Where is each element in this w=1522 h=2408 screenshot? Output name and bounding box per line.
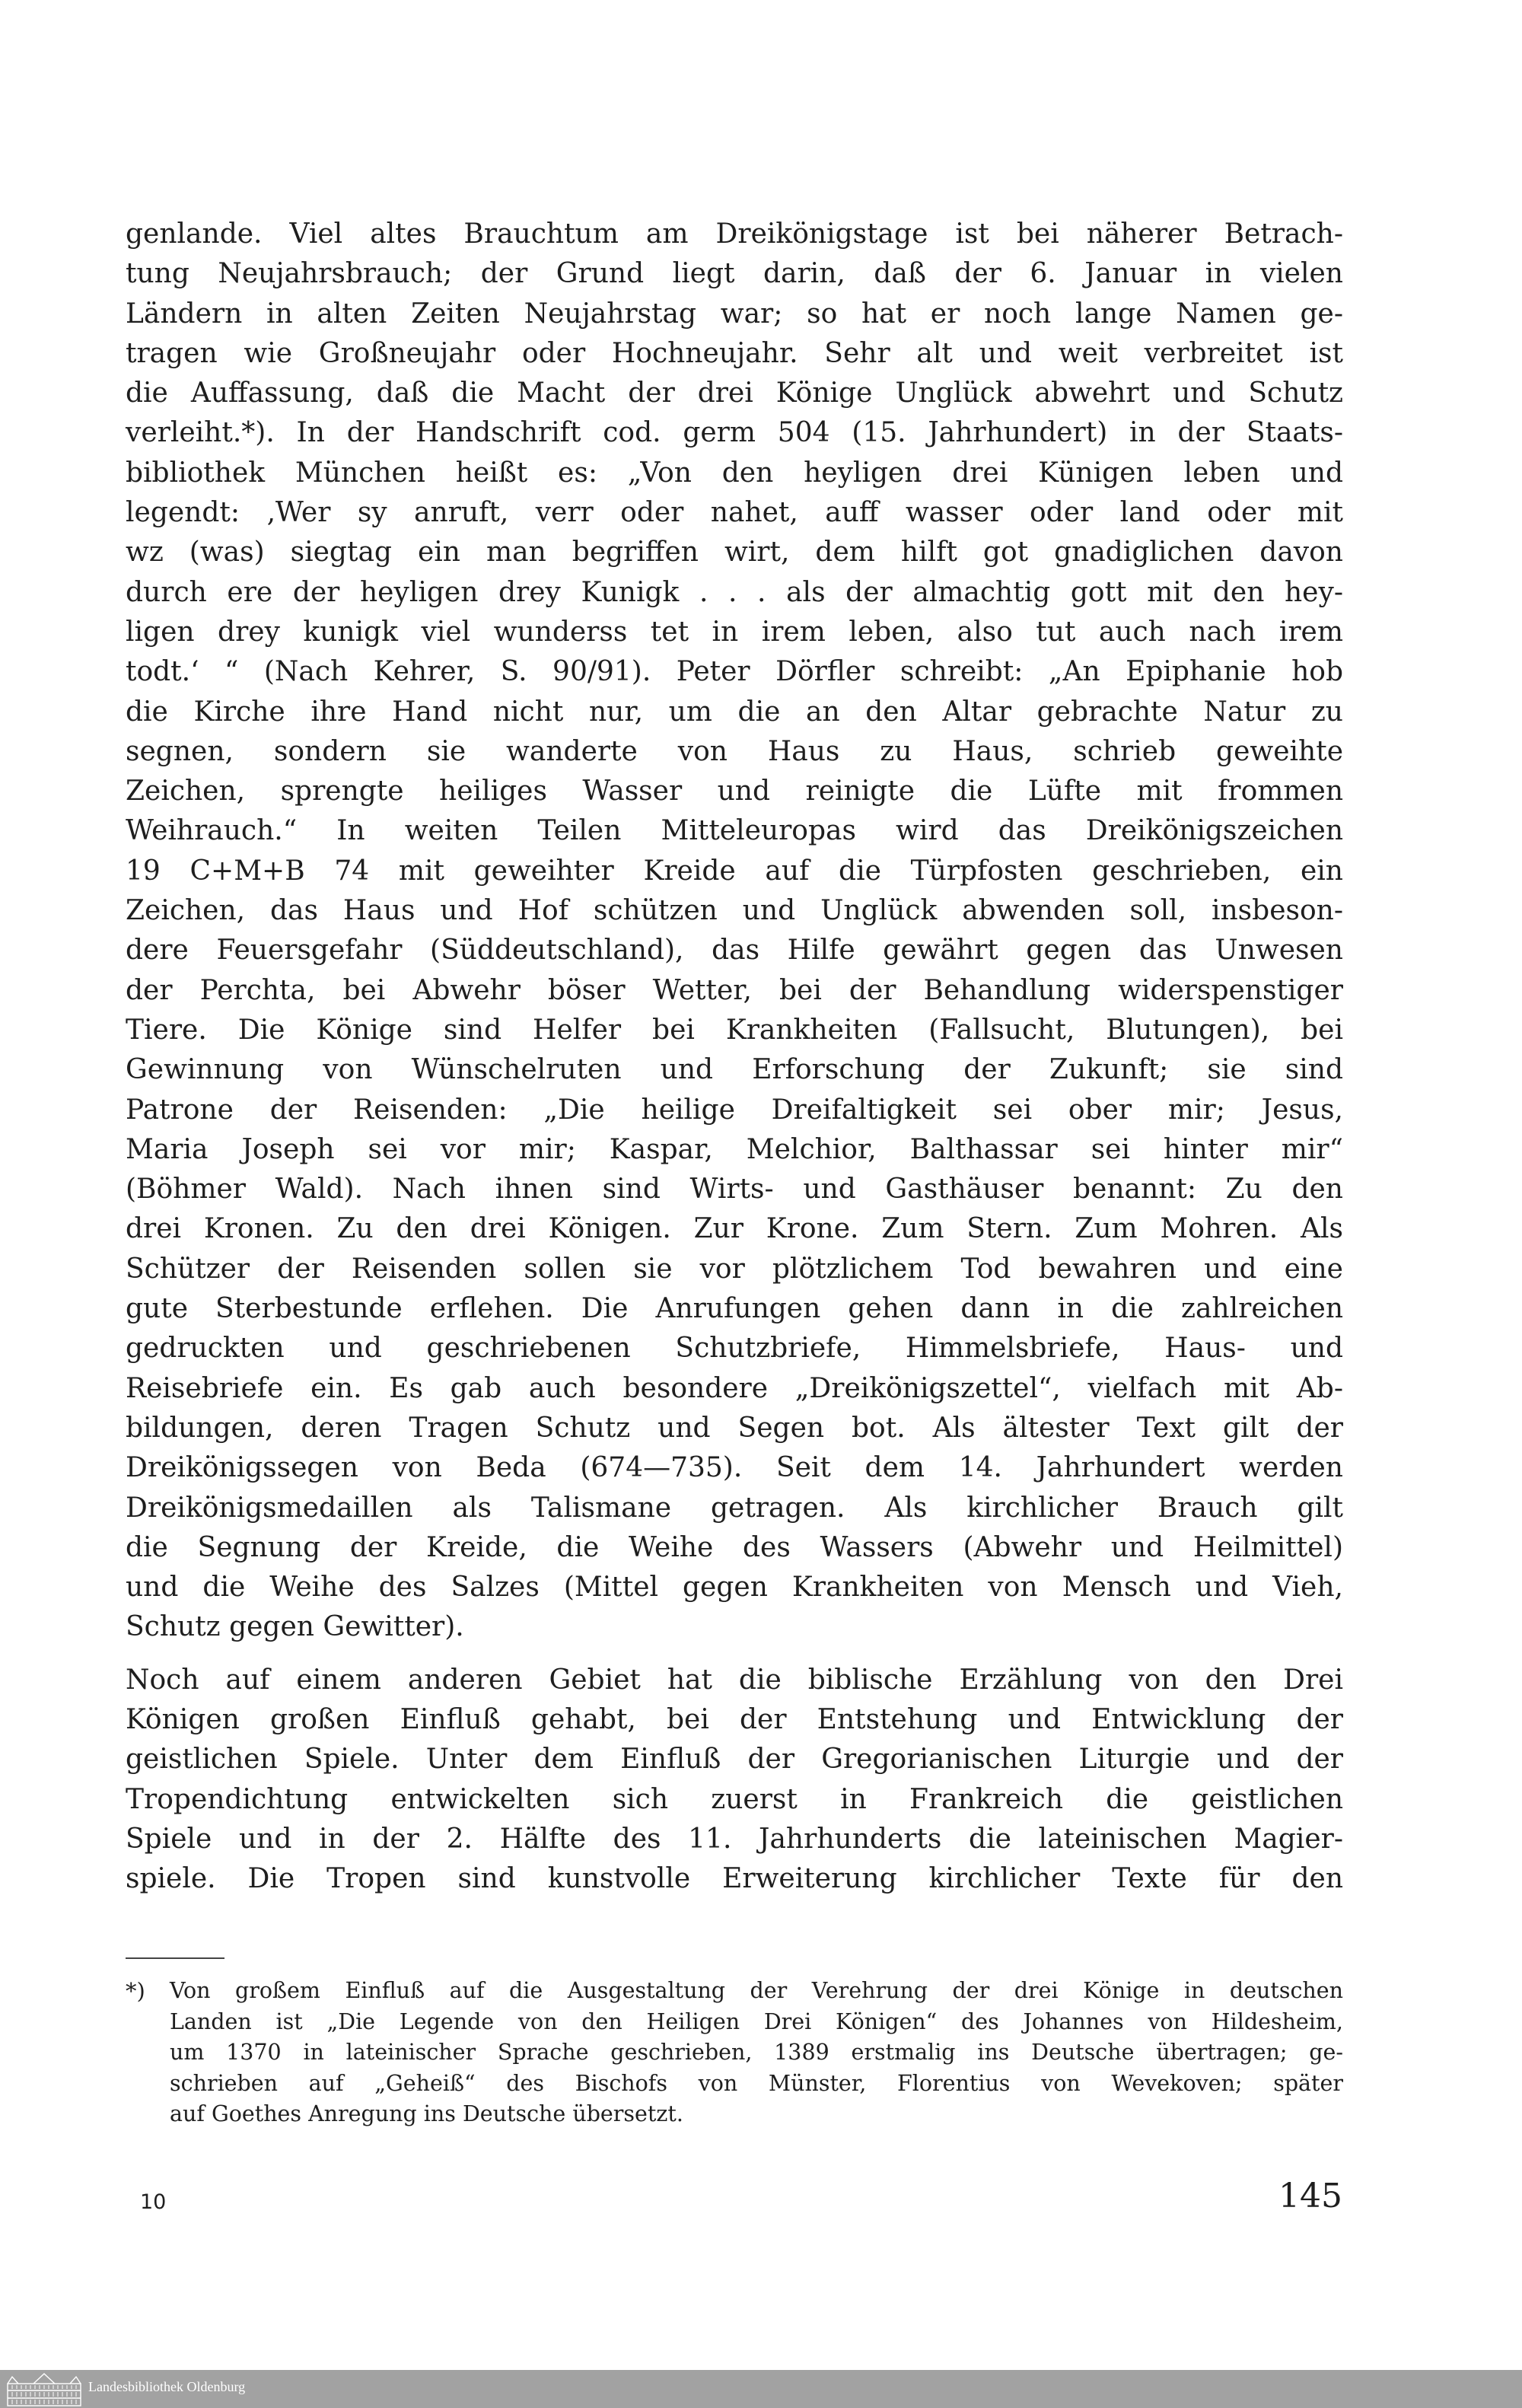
text-line: tragen wie Großneujahr oder Hochneujahr. Sehr alt und weit verbreitet ist [126,337,1343,369]
signature-mark: 10 [140,2190,167,2214]
text-line: genlande. Viel altes Brauchtum am Dreikönigstage ist bei näherer Betrach- [126,218,1343,250]
text-line: Landen ist „Die Legende von den Heiligen Drei Königen“ des Johannes von Hildesheim, [170,2008,1343,2034]
text-line: die Kirche ihre Hand nicht nur, um die an den Altar gebrachte Natur zu [126,696,1343,728]
text-line: segnen, sondern sie wanderte von Haus zu Haus, schrieb geweihte [126,735,1343,767]
text-line: legendt: ‚Wer sy anruft, verr oder nahet, auff wasser oder land oder mit [126,497,1343,529]
text-line: geistlichen Spiele. Unter dem Einfluß der Gregorianischen Liturgie und der [126,1744,1343,1776]
text-line: bildungen, deren Tragen Schutz und Segen bot. Als ältester Text gilt der [126,1412,1343,1444]
text-line: Von großem Einfluß auf die Ausgestaltung der Verehrung der drei Könige in deutschen [170,1978,1343,2003]
text-line: bibliothek München heißt es: „Von den heyligen drei Künigen leben und [126,457,1343,489]
text-line: Ländern in alten Zeiten Neujahrstag war; so hat er noch lange Namen ge- [126,298,1343,330]
text-line: dere Feuersgefahr (Süddeutschland), das Hilfe gewährt gegen das Unwesen [126,935,1343,967]
text-line: Gewinnung von Wünschelruten und Erforschung der Zukunft; sie sind [126,1054,1343,1086]
text-line: Dreikönigssegen von Beda (674—735). Seit dem 14. Jahrhundert werden [126,1452,1343,1484]
text-line: der Perchta, bei Abwehr böser Wetter, bei der Behandlung widerspenstiger [126,974,1343,1006]
footnote-body [170,1976,1343,2130]
text-line: die Auffassung, daß die Macht der drei Könige Unglück abwehrt und Schutz [126,377,1343,409]
text-line: Schützer der Reisenden sollen sie vor plötzlichem Tod bewahren und eine [126,1253,1343,1285]
text-line: und die Weihe des Salzes (Mittel gegen Krankheiten von Mensch und Vieh, [126,1572,1343,1604]
text-line: 19 C+M+B 74 mit geweihter Kreide auf die Türpfosten geschrieben, ein [126,855,1343,887]
text-line: Zeichen, das Haus und Hof schützen und Unglück abwenden soll, insbeson- [126,895,1343,927]
text-line: wz (was) siegtag ein man begriffen wirt, dem hilft got gnadiglichen davon [126,537,1343,569]
main-text [126,215,1343,1899]
text-line: Maria Joseph sei vor mir; Kaspar, Melchior, Balthassar sei hinter mir“ [126,1133,1343,1165]
text-line: tung Neujahrsbrauch; der Grund liegt darin, daß der 6. Januar in vielen [126,258,1343,290]
text-line: gute Sterbestunde erflehen. Die Anrufungen gehen dann in die zahlreichen [126,1293,1343,1325]
paragraph-1 [126,215,1343,1648]
text-line: Schutz gegen Gewitter). [126,1611,464,1643]
text-line: Spiele und in der 2. Hälfte des 11. Jahrhunderts die lateinischen Magier- [126,1823,1343,1855]
text-line: Dreikönigsmedaillen als Talismane getragen. Als kirchlicher Brauch gilt [126,1492,1343,1524]
text-line: todt.‘ “ (Nach Kehrer, S. 90/91). Peter Dörfler schreibt: „An Epiphanie hob [126,656,1343,688]
text-line: Patrone der Reisenden: „Die heilige Dreifaltigkeit sei ober mir; Jesus, [126,1094,1343,1126]
text-line: Noch auf einem anderen Gebiet hat die biblische Erzählung von den Drei [126,1664,1343,1696]
text-line: die Segnung der Kreide, die Weihe des Wassers (Abwehr und Heilmittel) [126,1531,1343,1563]
text-line: drei Kronen. Zu den drei Königen. Zur Krone. Zum Stern. Zum Mohren. Als [126,1213,1343,1245]
library-name: Landesbibliothek Oldenburg [88,2379,246,2394]
page-number: 145 [1278,2177,1342,2215]
library-footer-bar [0,2370,1522,2408]
text-line: um 1370 in lateinischer Sprache geschrieben, 1389 erstmalig ins Deutsche übertragen; ge- [170,2040,1343,2065]
footnote-rule [126,1957,224,1959]
text-line: Tiere. Die Könige sind Helfer bei Krankheiten (Fallsucht, Blutungen), bei [126,1014,1343,1046]
text-line: Weihrauch.“ In weiten Teilen Mitteleuropas wird das Dreikönigszeichen [126,815,1343,847]
text-line: gedruckten und geschriebenen Schutzbriefe, Himmelsbriefe, Haus- und [126,1333,1343,1365]
text-line: auf Goethes Anregung ins Deutsche übersetzt. [170,2101,683,2126]
text-line: (Böhmer Wald). Nach ihnen sind Wirts- und Gasthäuser benannt: Zu den [126,1174,1343,1206]
text-line: Königen großen Einfluß gehabt, bei der Entstehung und Entwicklung der [126,1703,1343,1735]
text-line: ligen drey kunigk viel wunderss tet in irem leben, also tut auch nach irem [126,616,1343,648]
paragraph-2 [126,1661,1343,1900]
text-line: schrieben auf „Geheiß“ des Bischofs von Münster, Florentius von Wevekoven; später [170,2070,1343,2096]
text-line: spiele. Die Tropen sind kunstvolle Erweiterung kirchlicher Texte für den [126,1863,1343,1895]
text-line: verleiht.*). In der Handschrift cod. germ 504 (15. Jahrhundert) in der Staats- [126,417,1343,449]
text-line: Tropendichtung entwickelten sich zuerst in Frankreich die geistlichen [126,1783,1343,1815]
footnote-marker: *) [126,1978,145,2004]
text-line: durch ere der heyligen drey Kunigk . . . als der almachtig gott mit den hey- [126,576,1343,608]
text-line: Zeichen, sprengte heiliges Wasser und reinigte die Lüfte mit frommen [126,776,1343,807]
library-building-logo-icon [5,2371,84,2406]
text-line: Reisebriefe ein. Es gab auch besondere „Dreikönigszettel“, vielfach mit Ab- [126,1372,1343,1404]
